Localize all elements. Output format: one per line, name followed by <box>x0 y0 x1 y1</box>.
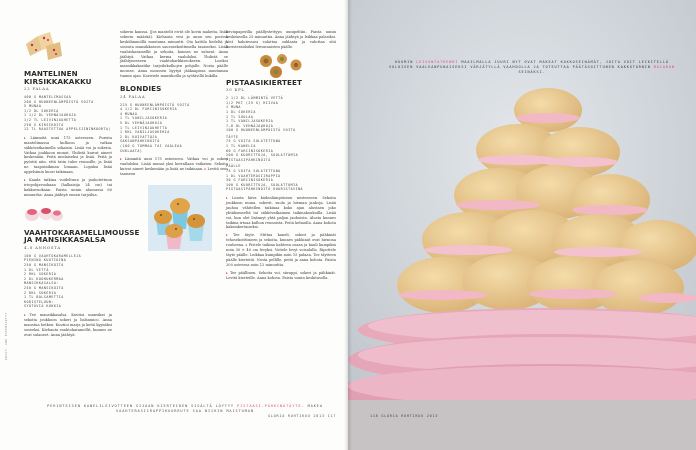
ingredient: 1 DL VAAHTERASIIRAPPIA <box>226 173 281 178</box>
caption-text: KUUMIN <box>395 60 414 64</box>
ingredient: 1 MUNA <box>226 105 241 110</box>
method-mantelinen <box>24 136 112 198</box>
ingredient: 1/2 TL LEIVINJAUHETTA <box>24 118 77 123</box>
ingredient: 200 G HUONEENLÄMPÖISTÄ VOITA <box>24 99 94 104</box>
ingredient: 225 G HUONEENLÄMPÖISTÄ VOITA <box>120 102 190 107</box>
recipe-yield-mantelinen: 22 PALAA <box>24 86 50 92</box>
triangle-bullet-icon: ▸ <box>24 312 26 317</box>
ingredient: 2 1/2 DL LÄMMINTÄ VETTÄ <box>226 96 284 101</box>
ingredient: 250 G MANSIKOITA <box>24 263 64 267</box>
triangle-bullet-icon: ▸ <box>226 270 228 275</box>
method-paragraph: Liuota hiiva kädenlämpöiseen nesteeseen. Sekoita joukkoon muna, sokerit, suola ja hieman jauhoja. Lisää jauhoa vähitellen taikinaa koko ajan alustaen joko yhtäkomeeltä tai sähkövatkaimen taikinakoukuilla. Lisää voi, kun olet lisännyt yhtä paljon jauhoista. Alusta kunnes taikina irtoaa kulhon reunoista. Peitä kelmulla. Anna kohota kaksinkertaiseksi. <box>226 196 336 230</box>
pink-plates <box>348 308 696 450</box>
recipe-yield-blondies: 24 PALAA <box>120 93 146 99</box>
ingredient: 1/2 PKT (25 G) HIIVAA <box>226 100 279 105</box>
ingredient: 2 DL KUOHUKERMAA <box>24 276 64 281</box>
pull-quote-text: MAKEA VAAHTERASIIRAPPIKUORRUTE SAA NIIHIN MAISTUMAN <box>116 404 323 413</box>
ingredient: 2 RKL SOKERIA <box>24 272 57 277</box>
triangle-bullet-icon: ▸ <box>24 178 26 183</box>
ingredient: 5 DL VEHNÄJAUHOJA <box>120 120 163 125</box>
ingredient-subheading: TÄYTE <box>226 134 239 139</box>
ingredient: 2 DL KUIVATTUJA <box>120 134 158 139</box>
ingredient: 60 G FARIINISOKERIA <box>226 148 274 153</box>
method-continued: sokerin kanssa. (Jos mantelit eivät ole kovin makeita, lisää sokerin määrää). Kiehauta vesi ja anna sen porissa keskilämmöllä muutama minuutti. Ota kattila liedeltä ja soseuta mansikkaseos sauvasekoittimella tasaiseksi. Lisää vaahtokaramellit ja sekoita, kunnes ne sulavat. Anna jäähtyä. Vatkaa kerma vaahdoksi. Yhdistä se jäähtyneeseen vaahtokarkkiseokseen. Lusikoi mansikkakastike tarjoilukulhojen pohjalle. Nosta päälle mousse. Anna moussen hyytyä jääkaapissa muutaman tunnin ajan. Koristele mansikoilla ja syötävillä kukilla. <box>120 30 228 79</box>
column-3 <box>226 30 336 284</box>
page-folio-right: 118 GLORIA RUHTIKUU 2013 <box>370 414 439 418</box>
method-vaahtokaramelli <box>24 313 112 338</box>
ingredient: KORISTELUUN: <box>24 299 54 304</box>
photo-credit: KUVAT: ANU ESSEMAARTTI <box>5 312 8 360</box>
method-paragraph: Tee täyte. Mittaa kaneli, sokeri ja pähkinät tehosekoittimeen ja sekoita, kunnes pähkinät ovat hienona rouheena. <box>226 233 336 248</box>
caption-text: MAAILMALLA JUURI NYT OVAT MAKEAT KAKKUSEINÄMÄT, JOITA VOIT LEIKITELLÄ SULOISEN VAALEANPUNAISEKSI VÄRJÄTYLLÄ VAAHDOLLA JA TOTEUTTAA PÄÄTÄSOITTUNEN KAKKUTORNIN <box>389 60 669 69</box>
pull-quote: PERINTEISEN KANELILEIVOTTEEN SIJAAN KIERTEIDEN SISÄLTÄ LÖYTYY PISTAASI-PÄHKINÄTÄYTE. MAKEA VAAHTERASIIRAPPIKUORRUTE SAA NIIHIN MAISTUMAN <box>47 404 323 413</box>
ingredient: PISTAASIPÄHKINÖITÄ KOURISTAVINA <box>226 187 304 192</box>
triangle-bullet-icon: ▸ <box>204 166 207 171</box>
ingredient: 2 RKL SOKERIA <box>24 290 57 295</box>
ingredients-mantelinen <box>24 95 112 132</box>
ingredient: 1 TL VANILJASOKERIA <box>120 116 168 121</box>
ingredient: 4 MUNAA <box>120 111 138 116</box>
triangle-bullet-icon: ▸ <box>120 157 122 162</box>
method-paragraph: Tee päällinen. Sekoita voi, siirappi, sokeri ja pähkinät. Levitä kierteille. Anna kohota. Paista uunin keskitasolla. <box>226 270 336 280</box>
ingredient: 100 G HUONEENLÄMPÖISTÄ VOITA <box>226 128 296 133</box>
triangle-bullet-icon: ▸ <box>245 243 248 248</box>
ingredient: SAKSANPÄHKINÖITÄ <box>120 139 160 144</box>
ingredient: 400 G MANTELIMASSAA <box>24 95 72 100</box>
ingredients-vaahtokaramelli <box>24 254 112 309</box>
ingredient: SUKLAATA) <box>120 148 143 153</box>
ingredient: 30 G FARIINISOKERIA <box>226 178 274 183</box>
triangle-bullet-icon: ▸ <box>24 135 26 140</box>
ingredient: PISTAASIPÄHKINÖITÄ <box>226 157 271 162</box>
recipe-title-blondies: BLONDIES <box>120 84 162 94</box>
muffins-photo <box>148 185 212 251</box>
ingredient: 1 RKL VANILJASOKERIA <box>120 130 170 135</box>
caption-highlight: MACARON <box>653 65 675 69</box>
page-folio-left: GLORIA RUHTIKUU 2013 117 <box>268 414 337 418</box>
ingredient: 1 DL VETTÄ <box>24 267 49 272</box>
ingredient: 1 TL SUOLAA <box>226 114 254 119</box>
ingredient: PIENINÄ KUUTIOINA <box>24 258 67 263</box>
caption-text: SEINÄKSI. <box>518 70 546 74</box>
method-paragraph: Pistele taikina kahteen osaan ja kauli kumpikin noin 30 × 40 cm levyksi. Voitele levyt voisulalla. Ripottele täyte päälle. Leikkaa kumpikin noin 15 palaan. Tee täytteen päälle kierteitä. Nosta pellille, peitä ja anna kohota. Paista 200 asteessa noin 12 minuuttia. <box>226 243 336 267</box>
ingredient: 250 G MANSIKOITA <box>24 285 64 290</box>
mousse-cups-photo <box>24 201 64 223</box>
ingredient: (100 G TUMMAA TAI VAALEAA <box>120 143 183 148</box>
ingredient: 1 DL SOKERIA <box>226 109 256 114</box>
pistachio-buns-photo <box>226 53 336 79</box>
pull-quote-highlight: PISTAASI-PÄHKINÄTÄYTE <box>237 404 302 408</box>
method-paragraph: Tee mansikkasalsa. Kuutioi mansikat ja sekoita joukkoon sokeri ja balsamico. Anna maustua hetken. Kuutioi marja ja keitä kypsäksi soseeksi. Kiehauta vaahtokaramellit, kunnes ne ovat sulaneet. Anna jäähtyä. <box>24 312 112 337</box>
ingredients-pistaasi <box>226 96 336 192</box>
ingredient: 250 G KIRSIKOITA <box>24 122 64 127</box>
triangle-bullet-icon: ▸ <box>226 196 228 200</box>
cake-slices-photo <box>24 30 64 64</box>
recipe-yield-vaahtokaramelli: 4–8 ANNOSTA <box>24 244 61 250</box>
method-continued: leivinpaperilla päällystettyyn uunipeltiin. Paista uunin keskitasolla 25 minuuttia. Anna jäähtyä ja leikkaa palasiksi. Voit halutessasi sulattaa suklaata ja valuttaa sitä koristeraidoiksi leivonnaisten päälle. <box>226 30 336 49</box>
column-2 <box>120 30 228 251</box>
ingredient: 1 TL VANILJASOKERIA <box>226 119 274 124</box>
ingredient: 75 G VOITA SULATETTUNA <box>226 169 281 174</box>
ingredient-subheading: PÄÄLLE <box>226 164 241 169</box>
image-caption <box>382 60 682 75</box>
ingredient: 1 1/2 DL VEHNÄJAUHOJA <box>24 113 77 118</box>
method-blondies <box>120 157 228 177</box>
method-paragraph: Lämmitä uuni 175 asteeseen. Purista mantelimassa kulhoon ja vatkaa sähkövatkaimella sekaisin. Lisää voi ja sokeria. Vatkaa joukkoon munat. Yhdistä kuivat aineet keskenään. Peitä mielaiseksi ja lisää. Peitä ja pyöritä niin, että tatin tulee reunoille, ja lisää ne taaputaikinan lomaan. Lopuksi lisää appelsiinin kuori taikinaan. <box>24 135 112 175</box>
recipe-title-mantelinen: MANTELINEN KIRSIKKAKAKKU <box>24 69 92 86</box>
triangle-bullet-icon: ▸ <box>226 233 228 238</box>
ingredient: 100 G KUORITTUJA, SUOLATTOMIA <box>226 182 299 187</box>
caption-highlight: LEIVONTATRENDI <box>416 60 459 64</box>
ingredient: 12 TL RAASTETTUA APPELSIININKUORTA) <box>24 127 111 132</box>
pull-quote-text: PERINTEISEN KANELILEIVOTTEEN SIJAAN KIERTEIDEN SISÄLTÄ LÖYTYY <box>47 404 234 408</box>
recipe-title-vaahtokaramelli: VAAHTOKARAMELLIMOUSSE JA MANSIKKASALSA <box>24 227 140 245</box>
ingredient: 200 G KUORITTUJA, SUOLATTOMIA <box>226 153 299 158</box>
method-paragraph: Levitä seos taaiseen <box>120 166 228 176</box>
ingredient: 7–8 DL VEHNÄJAUHOJA <box>226 123 274 128</box>
ingredient: 1 TL LEIVINJAUHETTA <box>120 125 168 130</box>
recipe-yield-pistaasi: 30 KPL <box>226 87 245 93</box>
ingredient: 1/2 DL SOKERIA <box>24 108 59 113</box>
ingredient: SYÖTÄVIÄ KUKKIA <box>24 304 62 309</box>
method-paragraph: Lämmitä uuni 175 asteeseen. Vatkaa voi ja sokeri vaahdoksi. Lisää munat yksi kerrallaan vatkaten. Sekoita kuivat aineet keskenään ja lisää ne taikinaan. <box>120 157 228 171</box>
ingredient: 1 TL BALSAMETTIA <box>24 295 64 300</box>
ingredient: 5 MUNAA <box>24 104 42 109</box>
ingredient: 100 G VAAHTOKARAMELLEJA <box>24 253 82 258</box>
ingredient: 75 G VOITA SULATETTUNA <box>226 139 281 144</box>
page-gutter <box>344 0 352 450</box>
ingredient: 4 1/2 DL FARIINISOKERIA <box>120 107 178 112</box>
method-pistaasi <box>226 196 336 281</box>
ingredient: 1 TL KANELIA <box>226 144 256 149</box>
method-paragraph: Kaada taikina voideltuun ja jauhotettuun irtopohjavuokaan (halkaisija 24 cm) tai kakkuvuokaan. Paista uunin alaosassa 60 minuuttia. Anna jäähtyä ennen tarjoilua. <box>24 178 112 197</box>
ingredient: MANSIKKASALSA: <box>24 281 59 286</box>
ingredients-blondies <box>120 103 228 154</box>
recipe-title-pistaasi: PISTAASIKIERTEET <box>226 77 303 87</box>
